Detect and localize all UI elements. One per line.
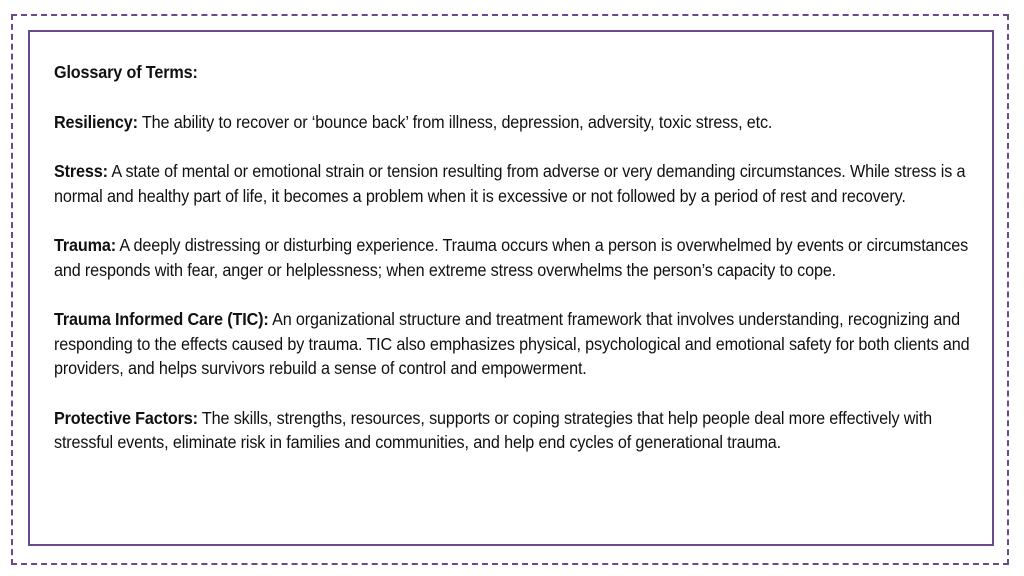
glossary-entry-stress (54, 159, 978, 208)
glossary-entry-protective-factors (54, 406, 978, 455)
glossary-entry-trauma (54, 233, 978, 282)
definition-stress: A state of mental or emotional strain or tension resulting from adverse or very demanding circumstances. While stress is a normal and healthy part of life, it becomes a problem when it is excessive or not followed by a period of rest and recovery. (54, 161, 966, 206)
glossary-entry-tic (54, 307, 978, 381)
definition-resiliency: The ability to recover or ‘bounce back’ from illness, depression, adversity, toxic stress, etc. (137, 111, 773, 132)
definition-trauma: A deeply distressing or disturbing experience. Trauma occurs when a person is overwhelmed by events or circumstances and responds with fear, anger or helplessness; when extreme stress overwhelms the person’s capacity to cope. (54, 235, 969, 280)
term-trauma: Trauma: (54, 235, 116, 255)
definition-protective-factors: The skills, strengths, resources, supports or coping strategies that help people deal more effectively with stressful events, eliminate risk in families and communities, and help end cycles of generational trauma. (54, 407, 932, 452)
glossary-box (54, 60, 978, 480)
definition-tic: An organizational structure and treatment framework that involves understanding, recognizing and responding to the effects caused by trauma. TIC also emphasizes physical, psychological and emotional safety for both clients and providers, and helps survivors rebuild a sense of control and empowerment. (54, 309, 970, 378)
term-tic: Trauma Informed Care (TIC): (54, 309, 269, 329)
term-stress: Stress: (54, 161, 108, 181)
term-protective-factors: Protective Factors: (54, 407, 198, 428)
term-resiliency: Resiliency: (54, 111, 138, 132)
glossary-title: Glossary of Terms: (54, 62, 198, 82)
glossary-entry-resiliency (54, 110, 978, 135)
